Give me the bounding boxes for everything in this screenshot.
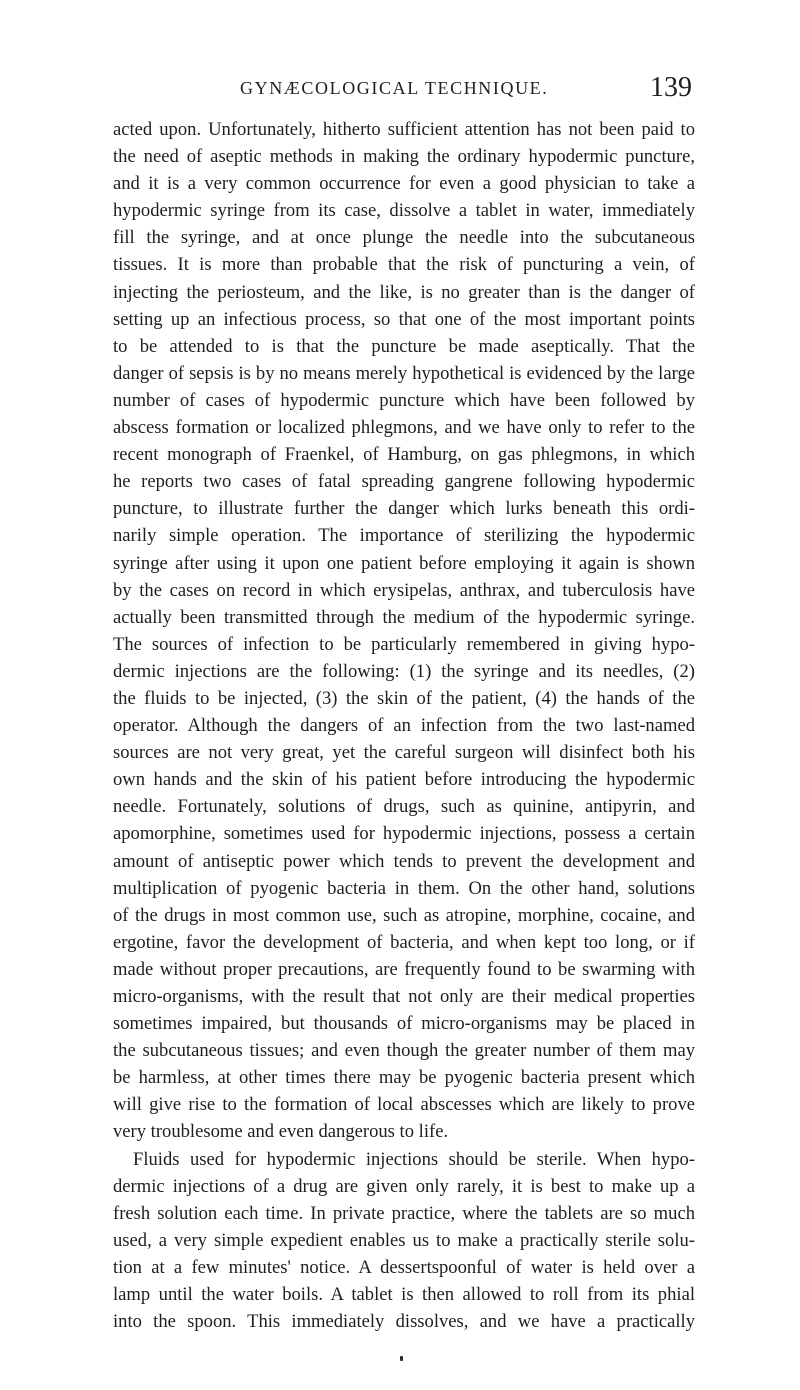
text-line: ergotine, favor the development of bacteria, and when kept too long, or if: [113, 931, 695, 953]
running-head: [240, 74, 692, 104]
text-line: abscess formation or localized phlegmons, and we have only to refer to the: [113, 417, 695, 439]
text-line: tissues. It is more than probable that the risk of puncturing a vein, of: [113, 254, 695, 276]
text-line: apomorphine, sometimes used for hypodermic injections, possess a certain: [113, 823, 695, 845]
text-line: narily simple operation. The importance of sterilizing the hypodermic: [113, 525, 695, 547]
text-line: lamp until the water boils. A tablet is then allowed to roll from its phial: [113, 1284, 695, 1306]
text-line: injecting the periosteum, and the like, is no greater than is the danger of: [113, 281, 695, 303]
text-line: fill the syringe, and at once plunge the needle into the subcutaneous: [113, 227, 695, 249]
text-line: of the drugs in most common use, such as atropine, morphine, cocaine, and: [113, 904, 695, 926]
text-line: made without proper precautions, are frequently found to be swarming with: [113, 958, 695, 980]
text-line: used, a very simple expedient enables us to make a practically sterile solu-: [113, 1229, 695, 1251]
text-line: syringe after using it upon one patient before employing it again is shown: [113, 552, 695, 574]
page-number: 139: [650, 72, 692, 103]
text-line: micro-organisms, with the result that not only are their medical properties: [113, 986, 695, 1007]
paragraph-sterile-fluids: [113, 1146, 695, 1336]
text-line: The sources of infection to be particularly remembered in giving hypo-: [113, 633, 695, 655]
text-line: recent monograph of Fraenkel, of Hamburg, on gas phlegmons, in which: [113, 444, 695, 466]
text-line: own hands and the skin of his patient before introducing the hypodermic: [113, 769, 695, 791]
running-title: GYNÆCOLOGICAL TECHNIQUE.: [240, 78, 549, 98]
text-line: puncture, to illustrate further the danger which lurks beneath this ordi-: [113, 498, 695, 520]
text-line: will give rise to the formation of local abscesses which are likely to prove: [113, 1094, 695, 1116]
text-line: number of cases of hypodermic puncture which have been followed by: [113, 389, 695, 411]
text-line: be harmless, at other times there may be pyogenic bacteria present which: [113, 1067, 695, 1089]
text-line: very troublesome and even dangerous to life.: [113, 1121, 449, 1143]
text-line: sometimes impaired, but thousands of micro-organisms may be placed in: [113, 1013, 695, 1035]
text-line: needle. Fortunately, solutions of drugs, such as quinine, antipyrin, and: [113, 796, 695, 818]
text-line: dermic injections are the following: (1) the syringe and its needles, (2): [113, 660, 695, 682]
text-line: sources are not very great, yet the careful surgeon will disinfect both his: [113, 742, 695, 764]
text-line: actually been transmitted through the medium of the hypodermic syringe.: [113, 606, 695, 628]
text-line: amount of antiseptic power which tends to prevent the development and: [113, 850, 695, 872]
text-line: setting up an infectious process, so that one of the most important points: [113, 308, 695, 330]
paragraph-continued: [113, 116, 695, 1146]
text-line: tion at a few minutes' notice. A dessertspoonful of water is held over a: [113, 1256, 695, 1278]
text-line: the subcutaneous tissues; and even though the greater number of them may: [113, 1040, 695, 1062]
text-line: the need of aseptic methods in making the ordinary hypodermic puncture,: [113, 146, 695, 168]
text-line: fresh solution each time. In private practice, where the tablets are so much: [113, 1202, 695, 1224]
text-line: the fluids to be injected, (3) the skin of the patient, (4) the hands of the: [113, 687, 695, 709]
body-text: [113, 116, 695, 1335]
text-line: and it is a very common occurrence for even a good physician to take a: [113, 173, 695, 195]
text-line: to be attended to is that the puncture be made aseptically. That the: [113, 335, 695, 357]
text-line: Fluids used for hypodermic injections should be sterile. When hypo-: [133, 1148, 695, 1170]
text-line: operator. Although the dangers of an infection from the two last-named: [113, 715, 695, 737]
print-speck: [400, 1356, 403, 1361]
text-line: acted upon. Unfortunately, hitherto sufficient attention has not been paid to: [113, 119, 695, 140]
text-line: by the cases on record in which erysipelas, anthrax, and tuberculosis have: [113, 579, 695, 601]
text-line: dermic injections of a drug are given only rarely, it is best to make up a: [113, 1175, 695, 1197]
text-line: he reports two cases of fatal spreading gangrene following hypodermic: [113, 471, 695, 493]
text-line: into the spoon. This immediately dissolves, and we have a practically: [113, 1311, 695, 1333]
text-line: multiplication of pyogenic bacteria in them. On the other hand, solutions: [113, 877, 695, 899]
text-line: danger of sepsis is by no means merely hypothetical is evidenced by the large: [113, 362, 695, 384]
text-line: hypodermic syringe from its case, dissolve a tablet in water, immediately: [113, 200, 695, 222]
